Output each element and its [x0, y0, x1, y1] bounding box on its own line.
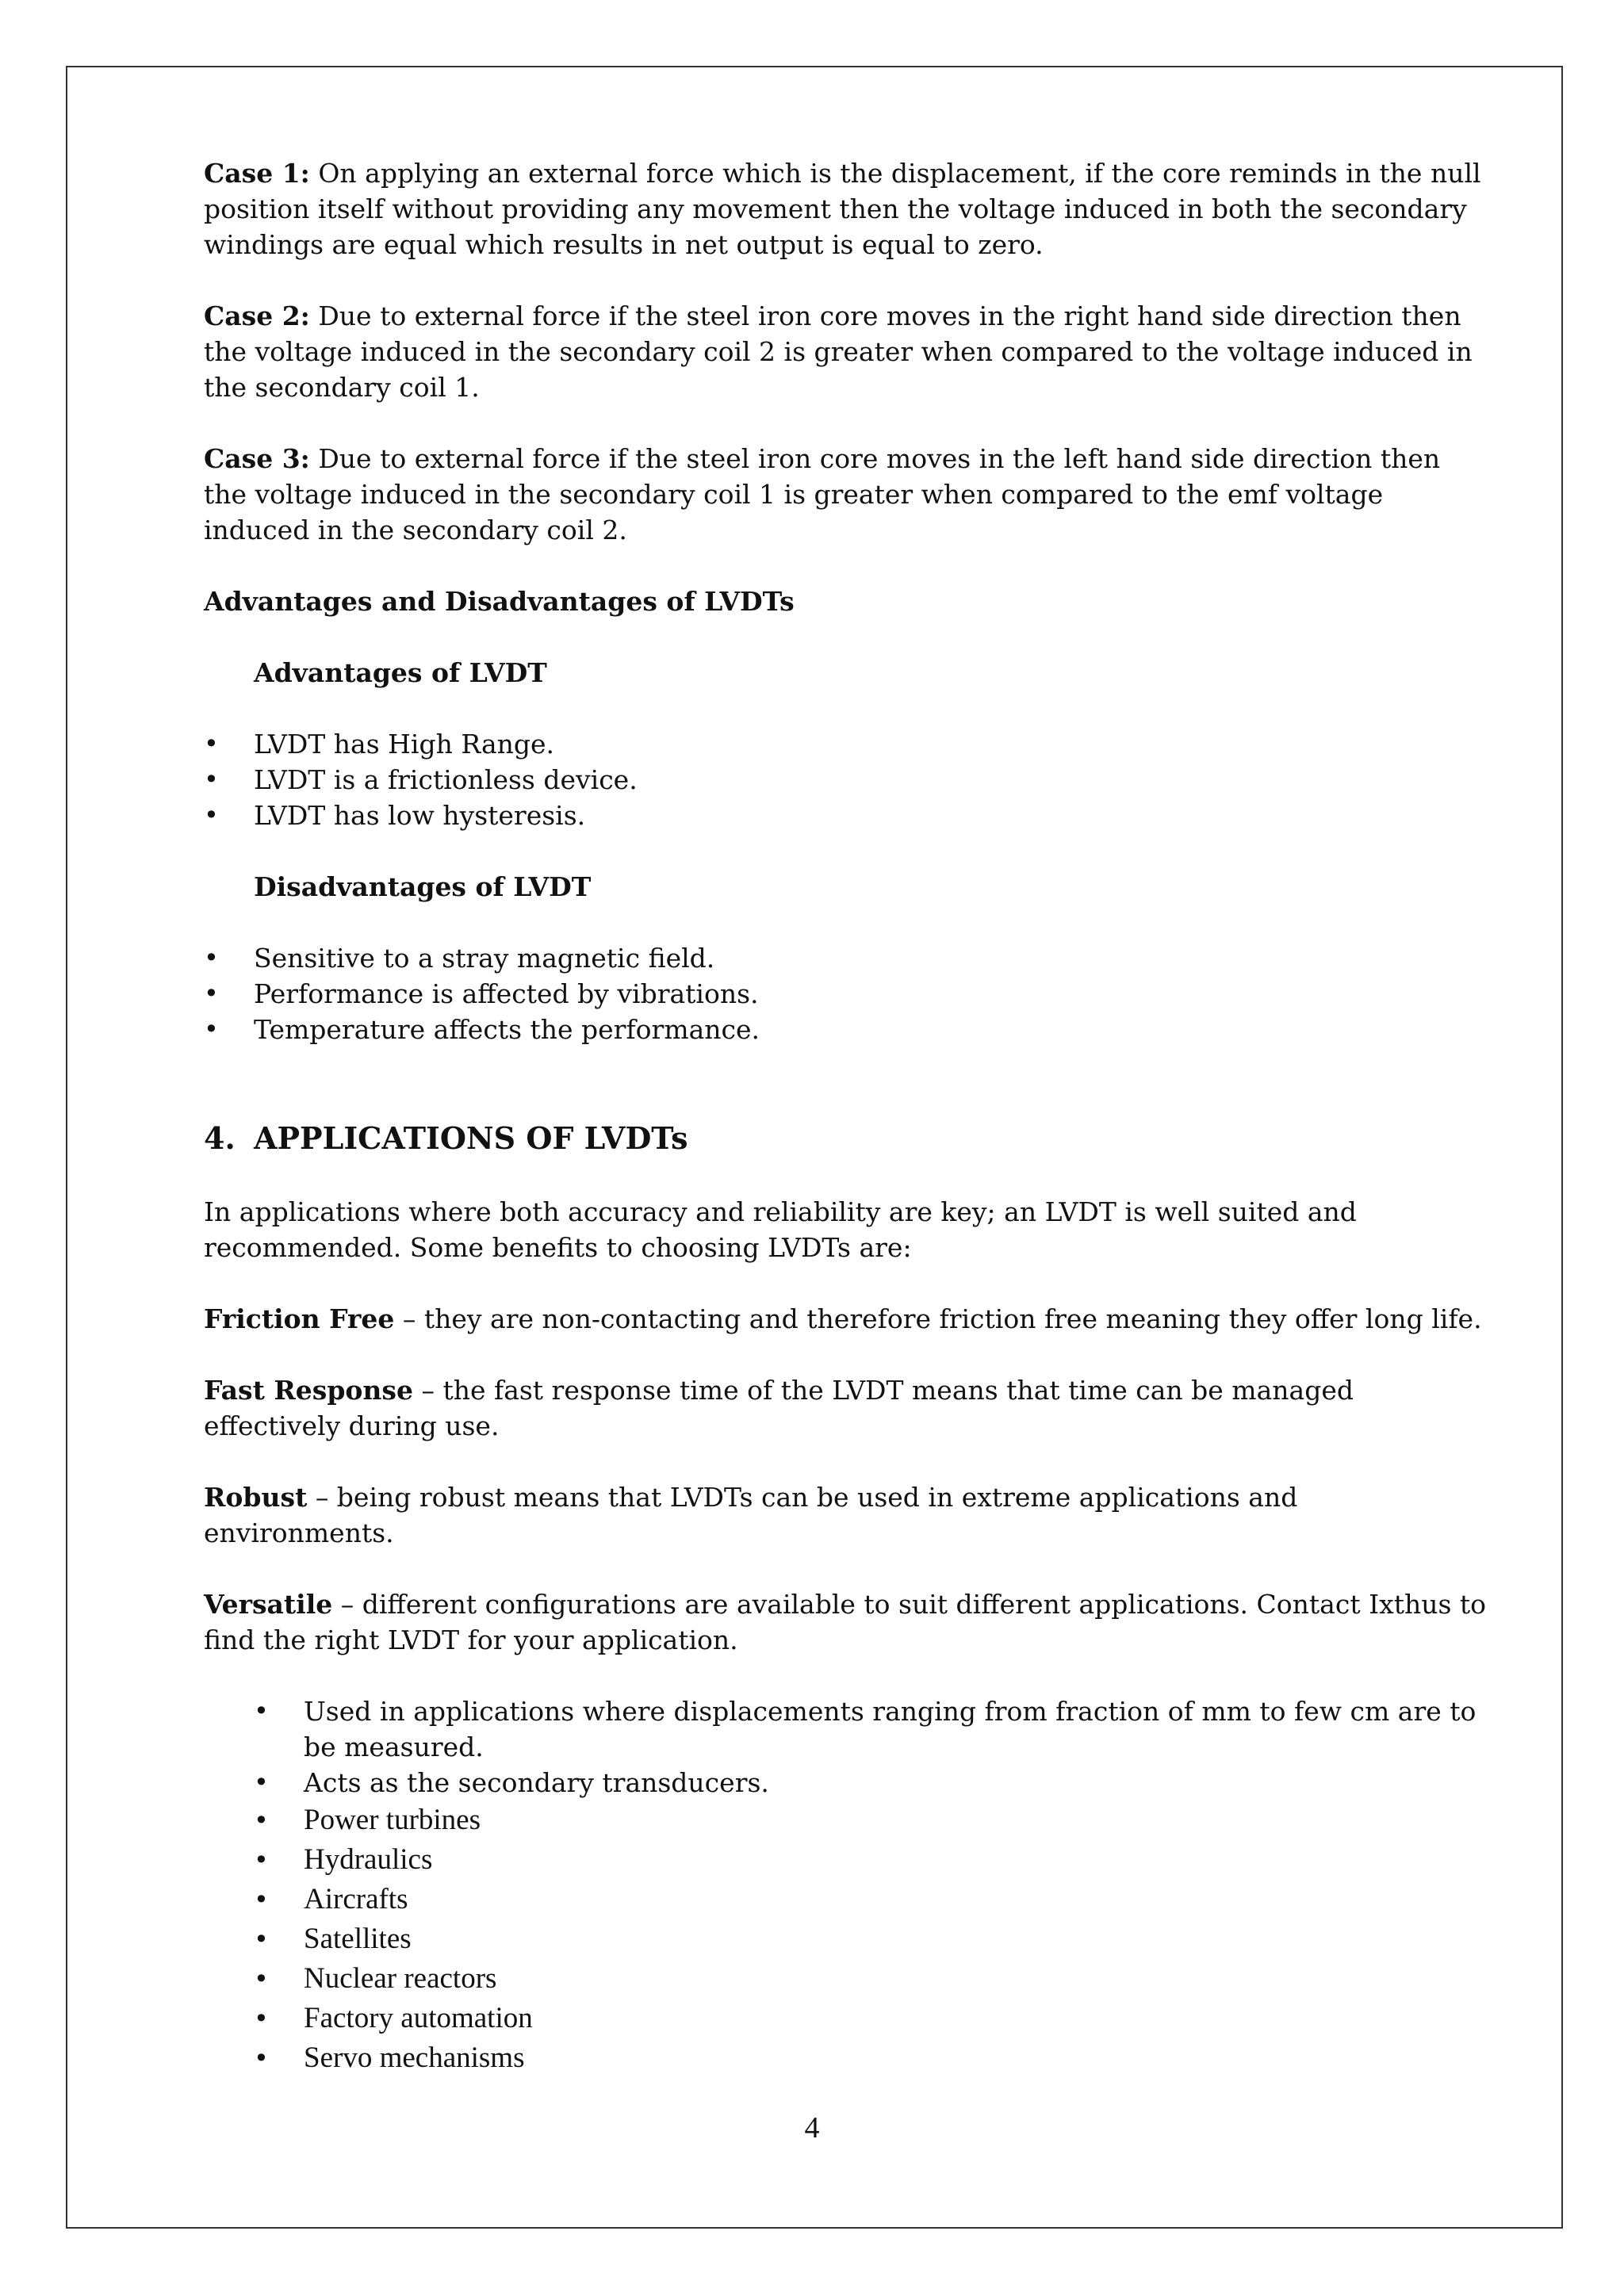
list-item: • Servo mechanisms [254, 2038, 1488, 2078]
benefit-robust [204, 1479, 1488, 1551]
list-item: • Aircrafts [254, 1880, 1488, 1919]
case-2-paragraph [204, 298, 1488, 405]
case-1-paragraph [204, 155, 1488, 262]
list-item: • LVDT has low hysteresis. [204, 798, 1488, 833]
benefit-friction-free [204, 1301, 1488, 1337]
benefit-text: – they are non-contacting and therefore friction free meaning they offer long life. [394, 1303, 1482, 1334]
list-item: • Performance is affected by vibrations. [204, 976, 1488, 1012]
benefit-text: – being robust means that LVDTs can be used in extreme applications and environments. [204, 1482, 1298, 1548]
list-item: • LVDT has High Range. [204, 726, 1488, 762]
section-heading [204, 1119, 1488, 1158]
disadvantages-heading: Disadvantages of LVDT [254, 871, 592, 902]
benefit-fast-response [204, 1372, 1488, 1444]
benefit-label: Versatile [204, 1589, 333, 1620]
benefit-text: – different configurations are available to suit different applications. Contact Ixthus to find the right LVDT for your application. [204, 1589, 1487, 1655]
list-item: • Satellites [254, 1919, 1488, 1959]
benefit-versatile [204, 1586, 1488, 1658]
list-item: • Used in applications where displacements ranging from fraction of mm to few cm are to be measured. [254, 1693, 1488, 1765]
applications-intro: In applications where both accuracy and reliability are key; an LVDT is well suited and recommended. Some benefits to choosing LVDTs are: [204, 1196, 1357, 1263]
benefit-label: Robust [204, 1482, 308, 1513]
case-2-label: Case 2: [204, 300, 310, 331]
case-1-label: Case 1: [204, 158, 310, 189]
disadvantages-list [204, 940, 1488, 1047]
advantages-heading: Advantages of LVDT [254, 657, 547, 688]
list-item: • Nuclear reactors [254, 1959, 1488, 1999]
benefit-text: – the fast response time of the LVDT means that time can be managed effectively during use. [204, 1375, 1354, 1441]
case-3-text: Due to external force if the steel iron core moves in the left hand side direction then the voltage induced in the secondary coil 1 is greater when compared to the emf voltage induced in the secondary coil 2. [204, 443, 1441, 545]
case-3-label: Case 3: [204, 443, 310, 474]
page-content [204, 155, 1488, 2078]
adv-disadv-heading: Advantages and Disadvantages of LVDTs [204, 586, 795, 617]
section-title: APPLICATIONS OF LVDTs [254, 1120, 688, 1156]
case-1-text: On applying an external force which is the displacement, if the core reminds in the null position itself without providing any movement then the voltage induced in both the secondary windings are equal which results in net output is equal to zero. [204, 158, 1481, 260]
case-3-paragraph [204, 441, 1488, 548]
page-number: 4 [804, 2111, 820, 2145]
list-item: • Acts as the secondary transducers. [254, 1765, 1488, 1800]
list-item: • Power turbines [254, 1800, 1488, 1840]
advantages-list [204, 726, 1488, 833]
list-item: • LVDT is a frictionless device. [204, 762, 1488, 798]
list-item: • Sensitive to a stray magnetic field. [204, 940, 1488, 976]
section-number: 4. [204, 1120, 236, 1156]
benefit-label: Fast Response [204, 1375, 413, 1406]
list-item: • Factory automation [254, 1999, 1488, 2038]
list-item: • Hydraulics [254, 1840, 1488, 1880]
case-2-text: Due to external force if the steel iron core moves in the right hand side direction then the voltage induced in the secondary coil 2 is greater when compared to the voltage induced in the secondary coil 1. [204, 300, 1473, 403]
benefit-label: Friction Free [204, 1303, 395, 1334]
list-item: • Temperature affects the performance. [204, 1012, 1488, 1047]
applications-list [254, 1693, 1488, 2078]
